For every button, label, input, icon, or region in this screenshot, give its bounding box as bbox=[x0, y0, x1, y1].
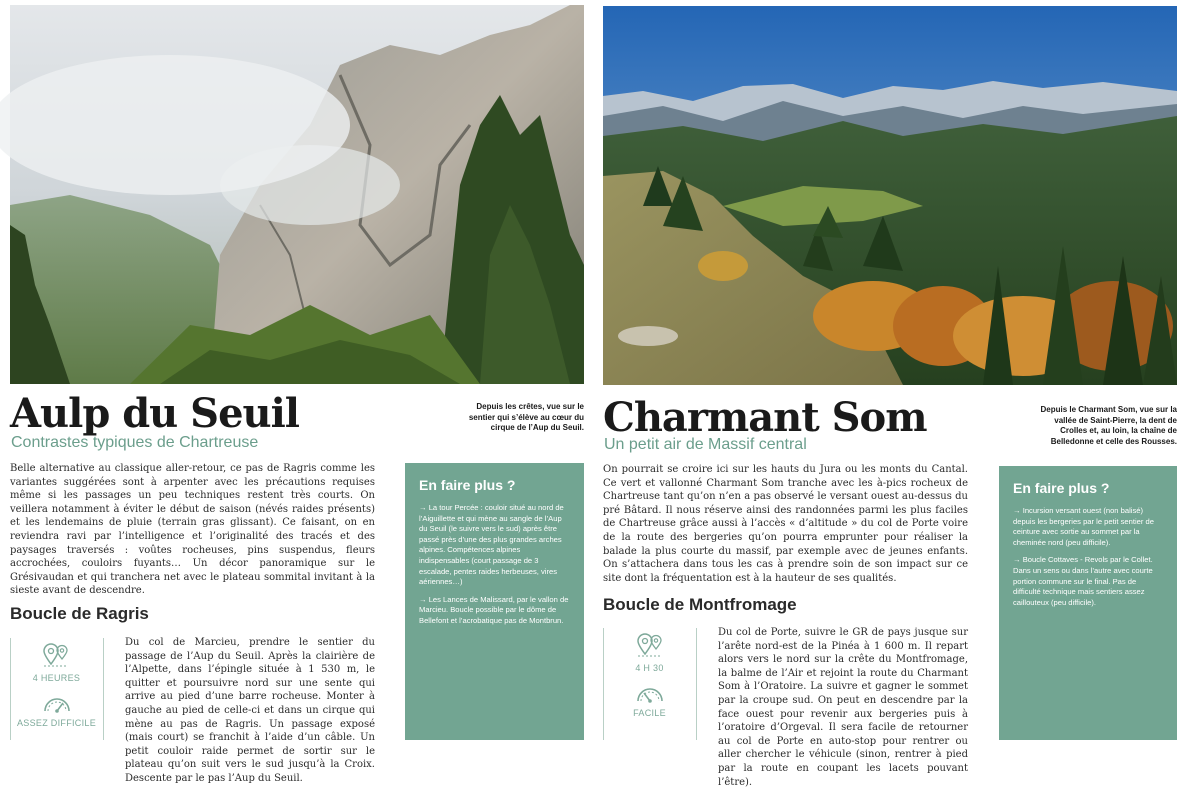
left-more-box-item: → Les Lances de Malissard, par le vallon de Marcieu. Boucle possible par le dôme de Bellefont et l’acrobatique pas de Montbrun. bbox=[419, 594, 569, 625]
photo-charmant-som bbox=[603, 6, 1177, 385]
right-difficulty-label: FACILE bbox=[633, 708, 666, 718]
right-stats-column bbox=[603, 628, 697, 740]
left-section-title: Boucle de Ragris bbox=[10, 604, 149, 623]
right-photo-caption: Depuis le Charmant Som, vue sur la vallée de Saint-Pierre, la dent de Crolles et, au loin, la chaîne de Belledonne et celle des Rousses. bbox=[1040, 405, 1177, 446]
left-intro-text: Belle alternative au classique aller-retour, ce pas de Ragris comme les variantes suggérées sont à arpenter avec les précautions requises même si les passages un peu techniques restent très courts. On veillera notamment à éviter le début de saison (névés raides présents) et les lendemains de pluie (terrain gras glissant). Ce faisant, on en reviendra ravi par l’intelligence et l’originalité des tracés et des paysages traversés : voûtes rocheuses, pins suspendus, fleurs accrochées, couloirs fuyants… Un décor panoramique sur le Grésivaudan et qui tranchera net avec le plateau sommital invitant à la sieste avant de descendre. bbox=[10, 463, 375, 597]
right-more-box-item: → Incursion versant ouest (non balisé) depuis les bergeries par le petit sentier de ceinture avec sortie au sommet par la cheminée nord (peu difficile). bbox=[1013, 506, 1154, 547]
left-more-box bbox=[405, 463, 584, 740]
photo-aulp-du-seuil bbox=[10, 5, 584, 384]
left-subtitle: Contrastes typiques de Chartreuse bbox=[11, 434, 259, 451]
right-subtitle: Un petit air de Massif central bbox=[604, 436, 807, 453]
left-more-box-title: En faire plus ? bbox=[419, 477, 516, 493]
left-difficulty-stat bbox=[17, 695, 97, 728]
gauge-icon bbox=[42, 695, 72, 713]
left-duration-stat bbox=[33, 642, 80, 683]
right-difficulty-stat bbox=[633, 685, 666, 718]
map-pin-icon bbox=[41, 642, 71, 668]
right-duration-label: 4 H 30 bbox=[635, 663, 664, 673]
right-section-title: Boucle de Montfromage bbox=[603, 595, 797, 614]
left-photo-caption: Depuis les crêtes, vue sur le sentier qui s’élève au cœur du cirque de l’Aup du Seuil. bbox=[468, 402, 584, 432]
right-more-box-title: En faire plus ? bbox=[1013, 480, 1110, 496]
left-title: Aulp du Seuil bbox=[10, 390, 299, 437]
right-more-box-item: → Boucle Cottaves - Revols par le Collet. Dans un sens ou dans l’autre avec courte portion commune sur le final. Pas de difficulté technique mais sentiers assez caillouteux (peu difficile). bbox=[1013, 555, 1153, 607]
right-section-text: Du col de Porte, suivre le GR de pays jusque sur l’arête nord-est de la Pinéa à 1 600 m. Il repart alors vers le nord sur la crête du Montfromage, la balme de l’Air et rejoint la route du Charmant Som à l’Oratoire. La suivre et gagner le sommet par la croupe sud. On peut en descendre par la face ouest pour revenir aux bergeries puis à l’oratoire d’Orgeval. Il sera facile de retourner au col de Porte en auto-stop pour rentrer ou aller chercher le véhicule (sinon, rentrer à pied par la route en coupant les lacets pouvant l’être). bbox=[718, 627, 968, 788]
left-more-box-item: → La tour Percée : couloir situé au nord de l’Aiguillette et qui mène au sangle de l’Aup du Seuil (le suivre vers le sud) après être passé près d’une des plus grandes arches alpines. Compétences alpines indispensables (court passage de 3 escalade, pentes raides herbeuses, vires aériennes…) bbox=[419, 503, 564, 587]
right-intro-text: On pourrait se croire ici sur les hauts du Jura ou les monts du Cantal. Ce vert et vallonné Charmant Som tranche avec les à-pics rocheux de Chartreuse tant qu’on n’en a pas observé le versant ouest au-dessus du pré Bâtard. Il nous réserve ainsi des randonnées parmi les plus faciles de Chartreuse grâce aussi à l’accès « d’altitude » du col de Porte voire de la route des bergeries qu’on pourra emprunter pour réaliser la balade la plus courte du massif, par exemple avec de jeunes enfants. On s’attachera dans tous les cas à prendre soin de son impact sur ce site dont la fréquentation est à la hauteur de ses qualités. bbox=[603, 464, 968, 584]
left-difficulty-label: ASSEZ DIFFICILE bbox=[16, 718, 96, 728]
right-duration-stat bbox=[635, 632, 665, 673]
left-stats-column bbox=[10, 638, 104, 740]
gauge-icon bbox=[635, 685, 665, 703]
right-more-box bbox=[999, 466, 1177, 740]
left-duration-label: 4 HEURES bbox=[32, 673, 81, 683]
left-section-text: Du col de Marcieu, prendre le sentier du passage de l’Aup du Seuil. Après la clairière de l’Alpette, dans l’épingle située à 1 530 m, le quitter et poursuivre nord sur une sente qui arrive au pied d’une barre rocheuse. Monter à gauche au pied de celle-ci et dans un cirque qui mène au pas de Ragris. Un passage exposé (mais court) se franchit à l’aide d’un câble. Un petit couloir raide permet de sortir sur le plateau qu’on suit vers le sud jusqu’à la Croix. Descente par le pas l’Aup du Seuil. bbox=[125, 637, 375, 784]
right-title: Charmant Som bbox=[603, 394, 927, 441]
map-pin-icon bbox=[635, 632, 665, 658]
